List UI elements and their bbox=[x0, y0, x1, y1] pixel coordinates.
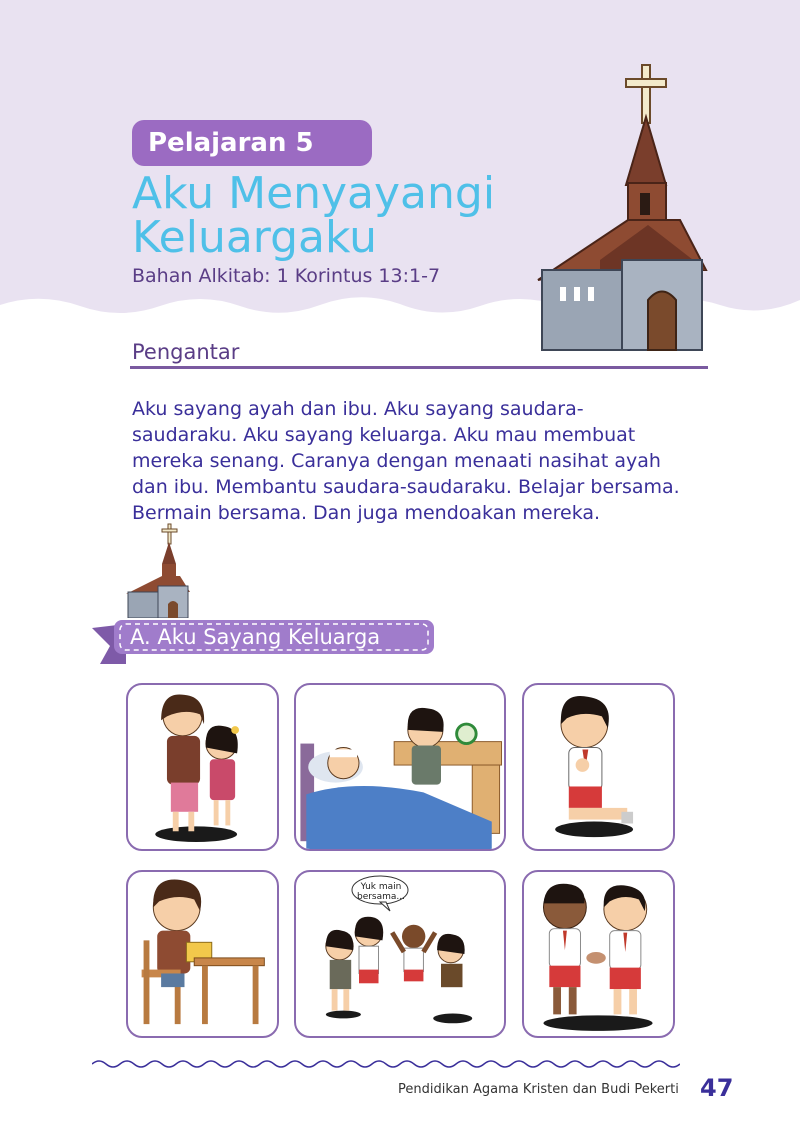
intro-line: Aku sayang ayah dan ibu. Aku sayang saudara- bbox=[132, 398, 584, 420]
illustration-panel bbox=[522, 683, 675, 851]
intro-line: saudaraku. Aku sayang keluarga. Aku mau membuat bbox=[132, 424, 636, 446]
illustration-panel bbox=[126, 683, 279, 851]
boys-shaking-hands-icon bbox=[524, 872, 673, 1036]
title-line-1: Aku Menyayangi bbox=[132, 168, 496, 219]
illustration-panel bbox=[522, 870, 675, 1038]
boy-reading-at-desk-icon bbox=[128, 872, 277, 1036]
intro-line: mereka senang. Caranya dengan menaati nasihat ayah bbox=[132, 450, 661, 472]
intro-paragraph bbox=[132, 396, 722, 526]
mother-and-daughter-icon bbox=[128, 685, 277, 849]
speech-bubble-text bbox=[352, 882, 410, 902]
speech-line-2: bersama... bbox=[356, 892, 406, 902]
title-line-2: Keluargaku bbox=[132, 212, 378, 263]
intro-heading: Pengantar bbox=[132, 340, 240, 364]
illustration-panel bbox=[126, 870, 279, 1038]
church-icon bbox=[530, 55, 710, 355]
speech-line-1: Yuk main bbox=[360, 882, 402, 892]
footer-wave-divider bbox=[92, 1058, 680, 1070]
intro-line: Bermain bersama. Dan juga mendoakan mereka. bbox=[132, 502, 601, 524]
page-title bbox=[132, 168, 496, 263]
intro-line: dan ibu. Membantu saudara-saudaraku. Belajar bersama. bbox=[132, 476, 680, 498]
divider bbox=[130, 366, 708, 369]
lesson-badge: Pelajaran 5 bbox=[132, 120, 372, 166]
illustration-panel bbox=[294, 683, 506, 851]
footer-book-title: Pendidikan Agama Kristen dan Budi Pekerti bbox=[398, 1082, 679, 1097]
bible-source: Bahan Alkitab: 1 Korintus 13:1-7 bbox=[132, 265, 441, 287]
praying-boy-icon bbox=[524, 685, 673, 849]
small-church-icon bbox=[122, 522, 192, 618]
section-title: A. Aku Sayang Keluarga bbox=[130, 625, 381, 649]
sick-child-in-bed-icon bbox=[296, 685, 504, 849]
page-number: 47 bbox=[700, 1074, 734, 1102]
